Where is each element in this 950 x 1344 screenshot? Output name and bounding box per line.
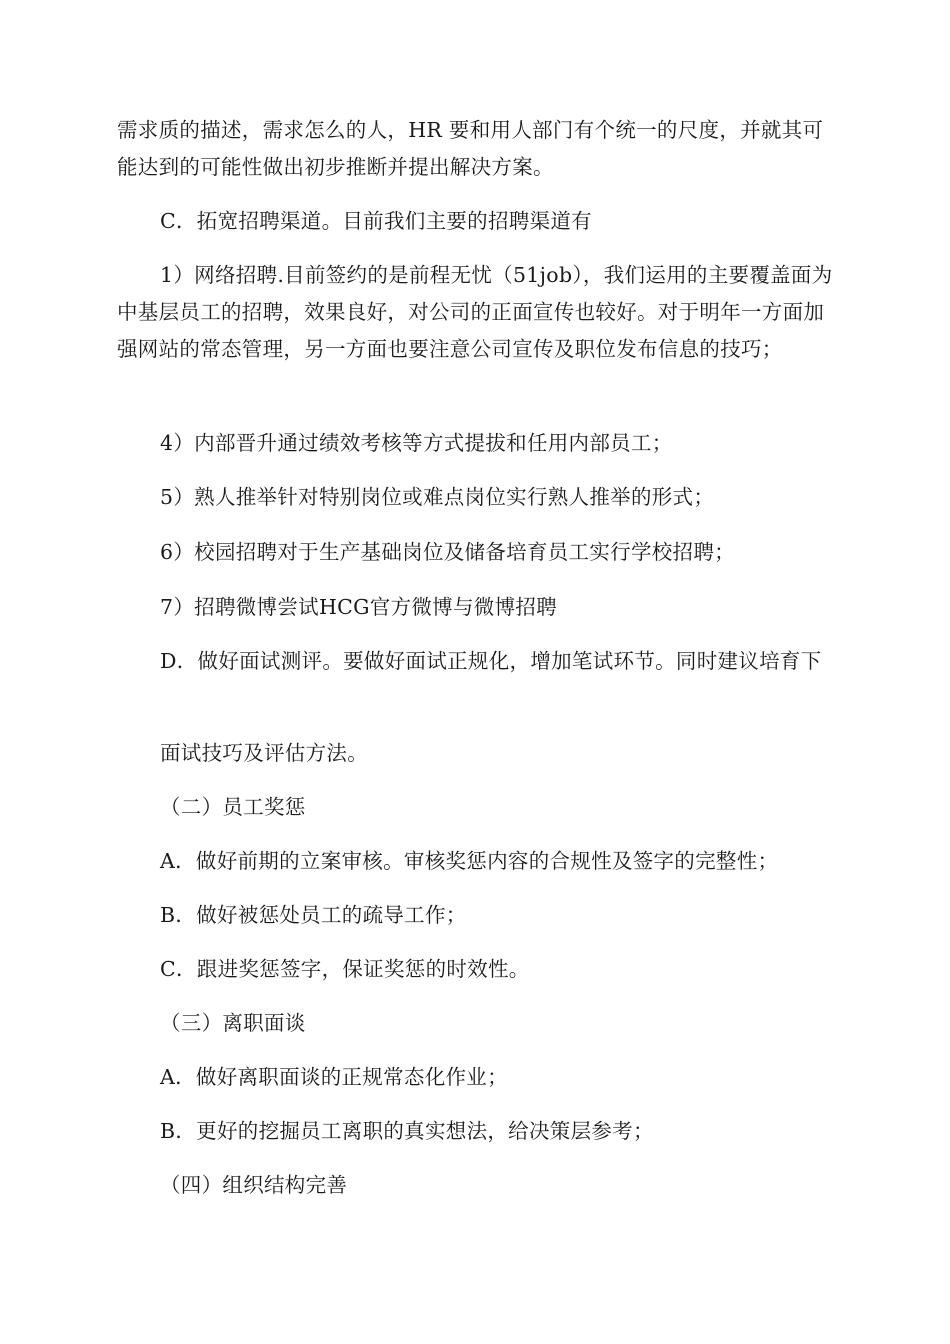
paragraph-requirement-description: 需求质的描述，需求怎么的人，HR 要和用人部门有个统一的尺度，并就其可能达到的可能性做出初步推断并提出解决方案。 xyxy=(117,118,824,179)
paragraph-exit-reasons: B．更好的挖掘员工离职的真实想法，给决策层参考； xyxy=(160,1119,654,1143)
paragraph-referral: 5）熟人推举针对特别岗位或难点岗位实行熟人推举的形式； xyxy=(160,485,715,509)
paragraph-interview-skills: 面试技巧及评估方法。 xyxy=(160,741,368,765)
paragraph-interview-assessment: D．做好面试测评。要做好面试正规化，增加笔试环节。同时建议培育下 xyxy=(160,649,822,673)
paragraph-online-recruitment: 1）网络招聘.目前签约的是前程无忧（51job），我们运用的主要覆盖面为中基层员工的招聘，效果良好，对公司的正面宣传也较好。对于明年一方面加强网站的常态管理，另一方面也要注意公司宣传及职位发布信息的技巧； xyxy=(117,263,833,361)
paragraph-weibo-recruitment: 7）招聘微博尝试HCG官方微博与微博招聘 xyxy=(160,595,557,619)
paragraph-recruitment-channels: C．拓宽招聘渠道。目前我们主要的招聘渠道有 xyxy=(160,209,592,233)
paragraph-internal-promotion: 4）内部晋升通过绩效考核等方式提拔和任用内部员工； xyxy=(160,431,673,455)
paragraph-case-review: A．做好前期的立案审核。审核奖惩内容的合规性及签字的完整性； xyxy=(160,849,779,873)
heading-org-structure: （四）组织结构完善 xyxy=(160,1173,348,1197)
heading-rewards-penalties: （二）员工奖惩 xyxy=(160,795,306,819)
paragraph-counseling: B．做好被惩处员工的疏导工作； xyxy=(160,903,467,927)
paragraph-exit-interview-standard: A．做好离职面谈的正规常态化作业； xyxy=(160,1065,508,1089)
heading-exit-interview: （三）离职面谈 xyxy=(160,1011,306,1035)
paragraph-campus-recruitment: 6）校园招聘对于生产基础岗位及储备培育员工实行学校招聘； xyxy=(160,540,735,564)
paragraph-signature-followup: C．跟进奖惩签字，保证奖惩的时效性。 xyxy=(160,957,530,981)
